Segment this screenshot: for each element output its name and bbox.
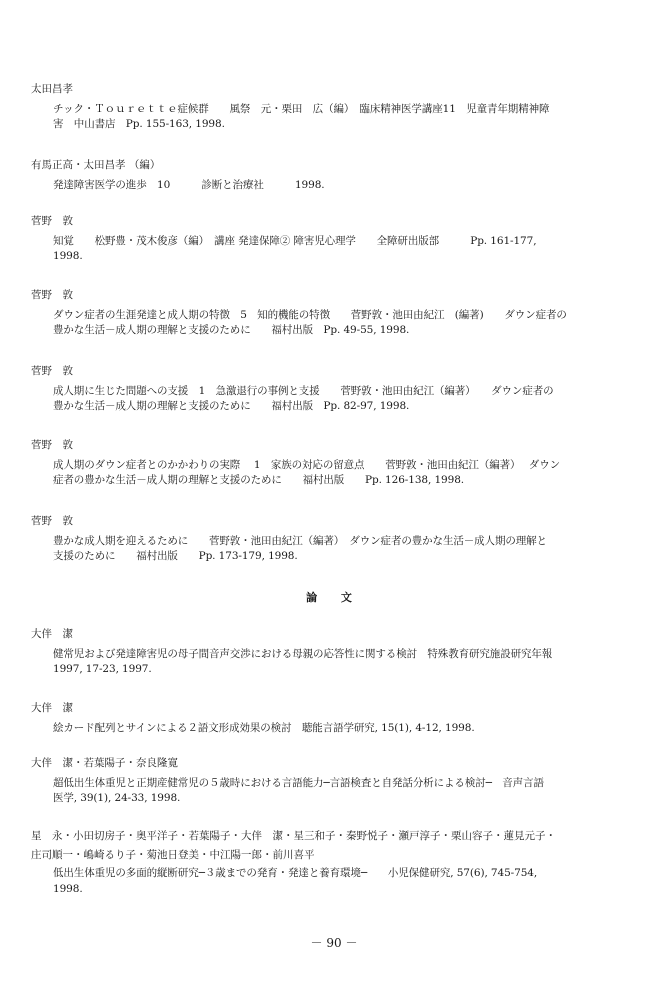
entry-author: 菅野 敦 <box>31 515 73 527</box>
paper-entry-1 <box>31 627 651 678</box>
entry-author: 大伴 潔 <box>31 628 73 640</box>
entry-line: 超低出生体重児と正期産健常児の５歳時における言語能力─言語検査と自発話分析による検討─ 音声言語 <box>53 777 544 790</box>
entry-line: 成人期のダウン症者とのかかわりの実際 1 家族の対応の留意点 菅野敦・池田由紀江（編著） ダウン <box>53 459 561 472</box>
page-number: － 90 － <box>310 936 358 950</box>
entry-line: 成人期に生じた問題への支援 1 急激退行の事例と支援 菅野敦・池田由紀江（編著） ダウン症者の <box>53 385 554 398</box>
entry-line: 健常児および発達障害児の母子間音声交渉における母親の応答性に関する検討 特殊教育研究施設研究年報 <box>53 648 553 661</box>
reference-entry-2 <box>31 158 651 193</box>
entry-line: ダウン症者の生涯発達と成人期の特徴 5 知的機能の特徴 菅野敦・池田由紀江 (編著) ダウン症者の <box>53 309 567 322</box>
entry-line: 害 中山書店 Pp. 155-163, 1998. <box>53 118 225 131</box>
entry-author: 有馬正高・太田昌孝 （編） <box>31 159 161 171</box>
entry-line: 症者の豊かな生活－成人期の理解と支援のために 福村出版 Pp. 126-138, 1998. <box>53 474 465 487</box>
entry-author: 太田昌孝 <box>31 83 73 95</box>
paper-entry-4 <box>31 829 651 897</box>
entry-line: チック・Ｔｏｕｒｅｔｔｅ症候群 風祭 元・栗田 広（編） 臨床精神医学講座11 児童青年期精神障 <box>53 103 550 116</box>
entry-line: 1998. <box>53 882 83 895</box>
entry-author: 星 永・小田切房子・奥平洋子・若葉陽子・大伴 潔・星三和子・秦野悦子・瀬戸淳子・栗山容子・蓮見元子・ <box>31 830 556 842</box>
reference-entry-3 <box>31 214 651 265</box>
entry-author: 大伴 潔 <box>31 702 73 714</box>
entry-author: 菅野 敦 <box>31 215 73 227</box>
entry-line: 支援のために 福村出版 Pp. 173-179, 1998. <box>53 550 298 563</box>
entry-author: 菅野 敦 <box>31 365 73 377</box>
reference-entry-7 <box>31 514 651 565</box>
entry-line: 発達障害医学の進歩 10 診断と治療社 1998. <box>53 179 325 192</box>
reference-entry-6 <box>31 438 651 489</box>
entry-line: 豊かな生活－成人期の理解と支援のために 福村出版 Pp. 82-97, 1998. <box>53 400 410 413</box>
entry-line: 医学, 39(1), 24-33, 1998. <box>53 792 181 805</box>
entry-author: 菅野 敦 <box>31 439 73 451</box>
entry-line: 1998. <box>53 250 83 263</box>
entry-author-continued: 庄司順一・嶋崎るり子・菊池日登美・中江陽一郎・前川喜平 <box>31 849 315 862</box>
paper-entry-3 <box>31 756 651 807</box>
reference-entry-5 <box>31 364 651 415</box>
entry-line: 1997, 17-23, 1997. <box>53 663 152 676</box>
entry-line: 豊かな生活－成人期の理解と支援のために 福村出版 Pp. 49-55, 1998. <box>53 324 410 337</box>
entry-author: 菅野 敦 <box>31 289 73 301</box>
entry-line: 低出生体重児の多面的縦断研究─３歳までの発育・発達と養育環境─ 小児保健研究, 57(6), 745-754, <box>53 867 538 880</box>
entry-author: 大伴 潔・若葉陽子・奈良隆寛 <box>31 757 178 769</box>
reference-entry-1 <box>31 82 651 133</box>
reference-entry-4 <box>31 288 651 339</box>
section-title: 論 文 <box>306 591 362 604</box>
entry-line: 絵カード配列とサインによる２語文形成効果の検討 聴能言語学研究, 15(1), 4-12, 1998. <box>53 722 475 735</box>
entry-line: 豊かな成人期を迎えるために 菅野敦・池田由紀江（編著） ダウン症者の豊かな生活－成人期の理解と <box>53 535 547 548</box>
paper-entry-2 <box>31 701 651 736</box>
entry-line: 知覚 松野豊・茂木俊彦（編） 講座 発達保障② 障害児心理学 全障研出版部 Pp. 161-177, <box>53 235 537 248</box>
